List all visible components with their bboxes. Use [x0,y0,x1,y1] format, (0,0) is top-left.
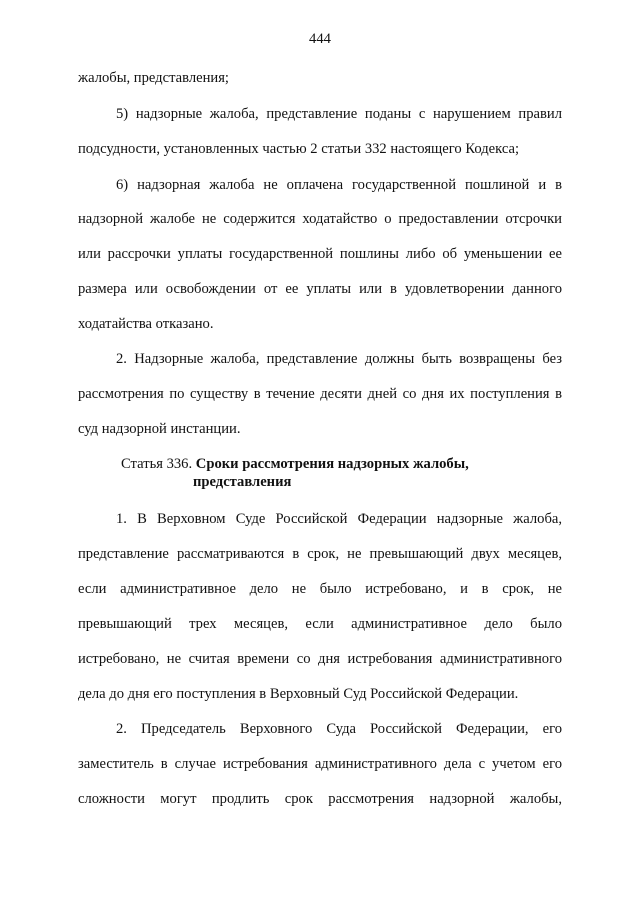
text-line: представление рассматриваются в срок, не превышающий двух месяцев, [78,546,562,562]
article-prefix: Статья 336. [121,456,193,472]
text-line: или рассрочки уплаты государственной пошлины либо об уменьшении ее [78,246,562,262]
text-line: превышающий трех месяцев, если административное дело было [78,616,562,632]
text-line: заместитель в случае истребования административного дела с учетом его [78,756,562,772]
article-heading [121,455,469,473]
text-line: ходатайства отказано. [78,316,214,332]
text-line: суд надзорной инстанции. [78,421,241,437]
text-line: рассмотрения по существу в течение десяти дней со дня их поступления в [78,386,562,402]
text-line: 2. Надзорные жалоба, представление должны быть возвращены без [116,351,562,367]
text-line: 2. Председатель Верховного Суда Российской Федерации, его [116,721,562,737]
text-line: подсудности, установленных частью 2 статьи 332 настоящего Кодекса; [78,141,520,157]
text-line: размера или освобождении от ее уплаты или в удовлетворении данного [78,281,562,297]
text-line: 5) надзорные жалоба, представление поданы с нарушением правил [116,106,562,122]
page-number: 444 [309,31,331,47]
text-line: 1. В Верховном Суде Российской Федерации надзорные жалоба, [116,511,562,527]
article-title: Сроки рассмотрения надзорных жалобы, [195,456,469,472]
article-title-continued: представления [193,474,292,490]
text-line: 6) надзорная жалоба не оплачена государственной пошлиной и в [116,177,562,193]
text-line: жалобы, представления; [78,70,229,86]
text-line: сложности могут продлить срок рассмотрения надзорной жалобы, [78,791,562,807]
text-line: дела до дня его поступления в Верховный Суд Российской Федерации. [78,686,519,702]
text-line: если административное дело не было истребовано, и в срок, не [78,581,562,597]
text-line: истребовано, не считая времени со дня истребования административного [78,651,562,667]
text-line: надзорной жалобе не содержится ходатайство о предоставлении отсрочки [78,211,562,227]
